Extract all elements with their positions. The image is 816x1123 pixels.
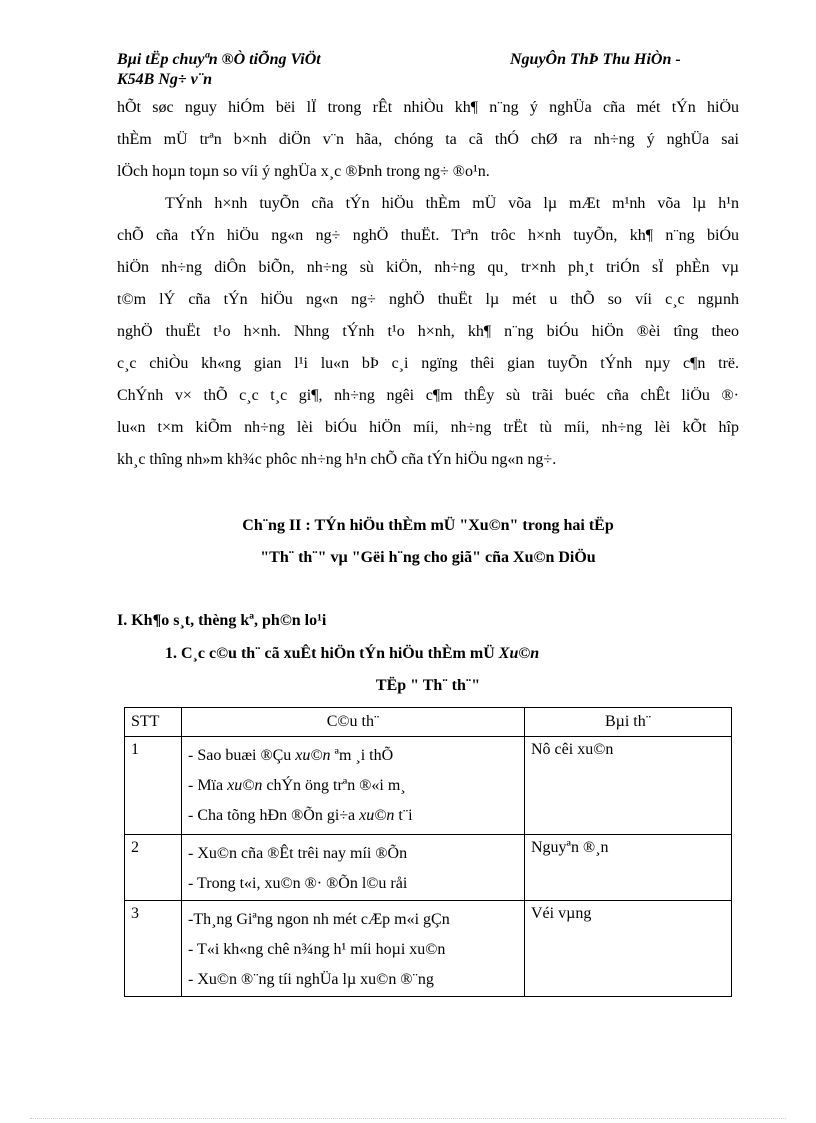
subsection-heading [165,645,539,663]
paragraph-line: c¸c chiÒu kh«ng gian l¹i lu«n bÞ c¸i ngïng thêi gian tuyÕn tÝnh nµy c¶n trë. [117,355,739,372]
paragraph-line: chÕ cña tÝn hiÖu ng«n ng÷ nghÖ thuËt. Trªn trôc h×nh tuyÕn, kh¶ n¨ng biÓu [117,227,739,244]
section-heading: I. Kh¶o s¸t, thèng kª, ph©n lo¹i [117,612,327,629]
cell-poem: Véi vµng [525,901,732,997]
poem-table [124,707,732,997]
paragraph-line: hÕt søc nguy hiÓm bëi lÏ trong rÊt nhiÒu kh¶ n¨ng ý nghÜa cña mét tÝn hiÖu [117,99,739,116]
page-bottom-divider [30,1118,786,1119]
paragraph-line: kh¸c thîng nh»m kh¾c phôc nh÷ng h¹n chÕ cña tÝn hiÖu ng«n ng÷. [117,451,557,468]
subsection-text: 1. C¸c c©u th¨ cã xuÊt hiÖn tÝn hiÖu thÈm mÜ [165,645,495,662]
header-poem: Bµi th¨ [525,708,732,737]
cell-stt: 1 [125,737,182,835]
cell-poem: Nguyªn ®¸n [525,835,732,901]
paragraph-line: hiÖn nh÷ng diÔn biÕn, nh÷ng sù kiÖn, nh÷ng qu¸ tr×nh ph¸t triÓn sÏ phÈn vµ [117,259,739,276]
verse-line: -Th¸ng Giªng ngon nh mét cÆp m«i gÇn [188,911,450,928]
paragraph-1 [117,92,739,188]
verse-line: - Trong t«i, xu©n ®· ®Õn l©u råi [188,875,408,892]
header-stt: STT [125,708,182,737]
cell-stt: 2 [125,835,182,901]
paragraph-line: t©m lÝ cña tÝn hiÖu ng«n ng÷ nghÖ thuËt lµ mét u thÕ so víi c¸c ngµnh [117,291,739,308]
subsection-italic: Xu©n [498,645,540,662]
paragraph-line: lu«n t×m kiÕm nh÷ng lèi biÓu hiÖn míi, nh÷ng trËt tù míi, nh÷ng lèi kÕt hîp [117,419,739,436]
paragraph-line: TÝnh h×nh tuyÕn cña tÝn hiÖu thÈm mÜ võa lµ mÆt m¹nh võa lµ h¹n [165,195,739,212]
table-caption: TËp " Th¨ th¨" [375,677,481,694]
chapter-title [117,510,739,574]
header-class: K54B Ng÷ v¨n [117,71,213,88]
header-author: NguyÔn ThÞ Thu HiÒn - [510,51,681,68]
verse-line: - Xu©n cña ®Êt trêi nay míi ®Õn [188,845,408,862]
paragraph-line: thÈm mÜ trªn b×nh diÖn v¨n hãa, chóng ta cã thÓ chØ ra nh÷ng ý nghÜa sai [117,131,739,148]
verse-line: - Mïa xu©n chÝn öng trªn ®«i m¸ [188,777,406,794]
cell-verses [182,835,525,901]
cell-verses [182,901,525,997]
cell-verses [182,737,525,835]
verse-line: - Cha tõng hÐn ®Õn gi÷a xu©n t¨i [188,807,413,824]
paragraph-line: nghÖ thuËt t¹o h×nh. Nhng tÝnh t¹o h×nh, kh¶ n¨ng biÓu hiÖn ®èi tîng theo [117,323,739,340]
table-row [125,901,732,997]
chapter-title-line-1: Ch¨ng II : TÝn hiÖu thÈm mÜ "Xu©n" trong hai tËp [242,517,614,534]
header-course-title: Bµi tËp chuyªn ®Ò tiÕng ViÖt [117,51,321,68]
cell-stt: 3 [125,901,182,997]
paragraph-line: ChÝnh v× thÕ c¸c t¸c gi¶, nh÷ng ngêi c¶m thÊy sù trãi buéc cña chÊt liÖu ®· [117,387,739,404]
verse-line: - Xu©n ®¨ng tíi nghÜa lµ xu©n ®¨ng [188,971,434,988]
paragraph-2 [117,188,739,476]
header-verse: C©u th¨ [182,708,525,737]
table-row [125,835,732,901]
cell-poem: Nô cêi xu©n [525,737,732,835]
table-header-row [125,708,732,737]
chapter-title-line-2: "Th¨ th¨" vµ "Gëi h¨ng cho giã" cña Xu©n DiÖu [260,549,596,566]
paragraph-line: lÖch hoµn toµn so víi ý nghÜa x¸c ®Þnh trong ng÷ ®o¹n. [117,163,490,180]
table-row [125,737,732,835]
verse-line: - T«i kh«ng chê n¾ng h¹ míi hoµi xu©n [188,941,446,958]
verse-line: - Sao buæi ®Çu xu©n ªm ¸i thÕ [188,747,394,764]
